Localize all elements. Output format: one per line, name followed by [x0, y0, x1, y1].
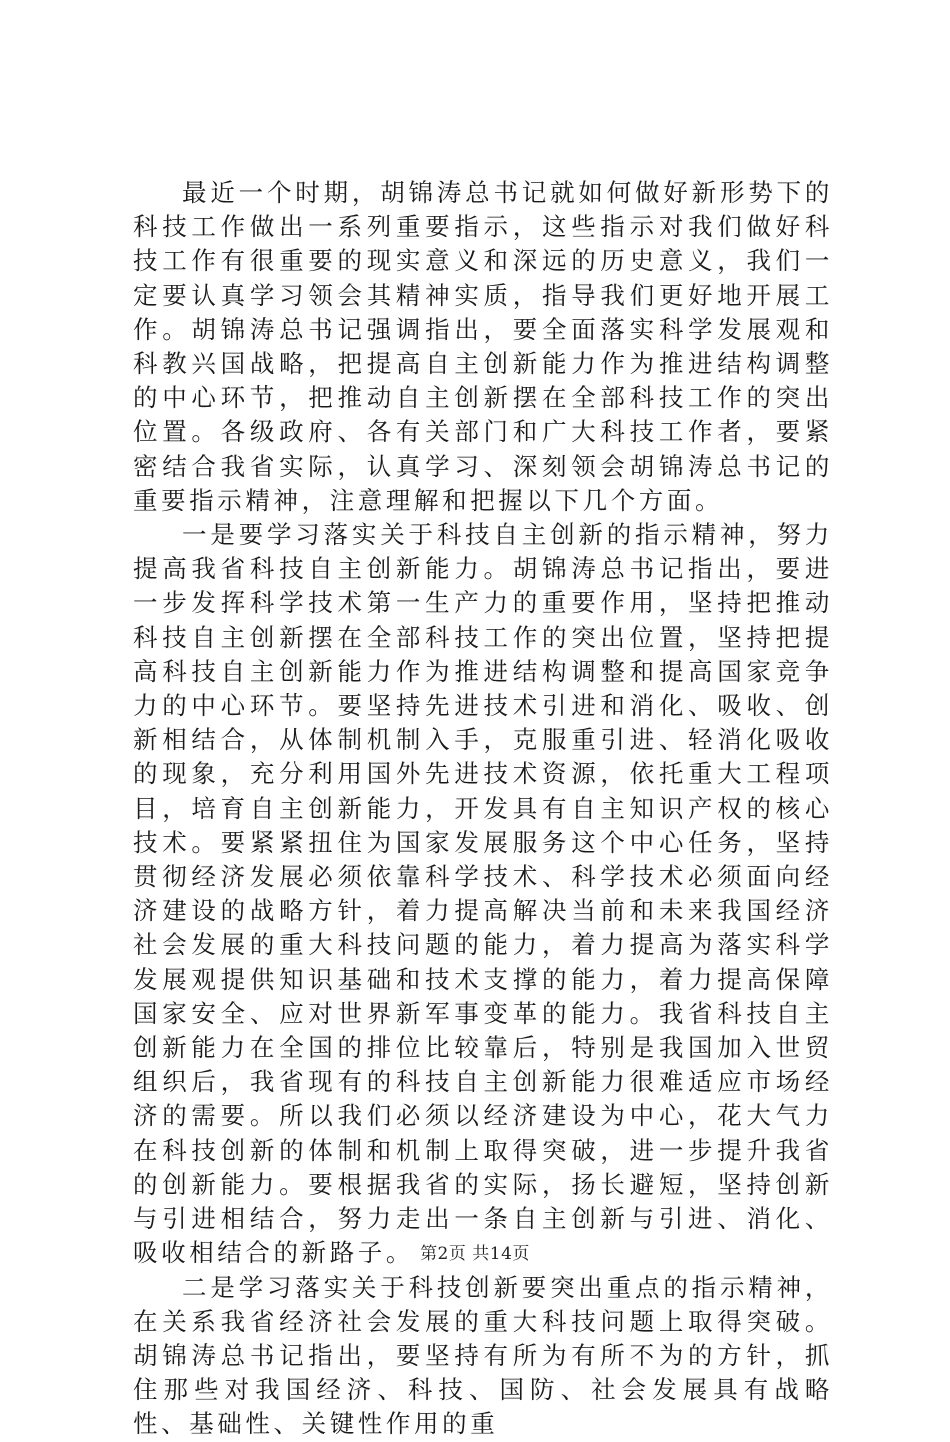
- page-number-footer: 第2页 共14页: [420, 1244, 530, 1264]
- paragraph-3: 二是学习落实关于科技创新要突出重点的指示精神，在关系我省经济社会发展的重大科技问题上取得突破。胡锦涛总书记指出，要坚持有所为有所不为的方针，抓住那些对我国经济、科技、国防、社会发展具有战略性、基础性、关键性作用的重: [133, 1272, 833, 1439]
- paragraph-2: 一是要学习落实关于科技自主创新的指示精神，努力提高我省科技自主创新能力。胡锦涛总书记指出，要进一步发挥科学技术第一生产力的重要作用，坚持把推动科技自主创新摆在全部科技工作的突出位置，坚持把提高科技自主创新能力作为推进结构调整和提高国家竞争力的中心环节。要坚持先进技术引进和消化、吸收、创新相结合，从体制机制入手，克服重引进、轻消化吸收的现象，充分利用国外先进技术资源，依托重大工程项目，培育自主创新能力，开发具有自主知识产权的核心技术。要紧紧扭住为国家发展服务这个中心任务，坚持贯彻经济发展必须依靠科学技术、科学技术必须面向经济建设的战略方针，着力提高解决当前和未来我国经济社会发展的重大科技问题的能力，着力提高为落实科学发展观提供知识基础和技术支撑的能力，着力提高保障国家安全、应对世界新军事变革的能力。我省科技自主创新能力在全国的排位比较靠后，特别是我国加入世贸组织后，我省现有的科技自主创新能力很难适应市场经济的需要。所以我们必须以经济建设为中心，花大气力在科技创新的体制和机制上取得突破，进一步提升我省的创新能力。要根据我省的实际，扬长避短，坚持创新与引进相结合，努力走出一条自主创新与引进、消化、吸收相结合的新路子。: [133, 520, 833, 1268]
- paragraph-1: 最近一个时期，胡锦涛总书记就如何做好新形势下的科技工作做出一系列重要指示，这些指示对我们做好科技工作有很重要的现实意义和深远的历史意义，我们一定要认真学习领会其精神实质，指导我们更好地开展工作。胡锦涛总书记强调指出，要全面落实科学发展观和科教兴国战略，把提高自主创新能力作为推进结构调整的中心环节，把推动自主创新摆在全部科技工作的突出位置。各级政府、各有关部门和广大科技工作者，要紧密结合我省实际，认真学习、深刻领会胡锦涛总书记的重要指示精神，注意理解和把握以下几个方面。: [133, 178, 833, 515]
